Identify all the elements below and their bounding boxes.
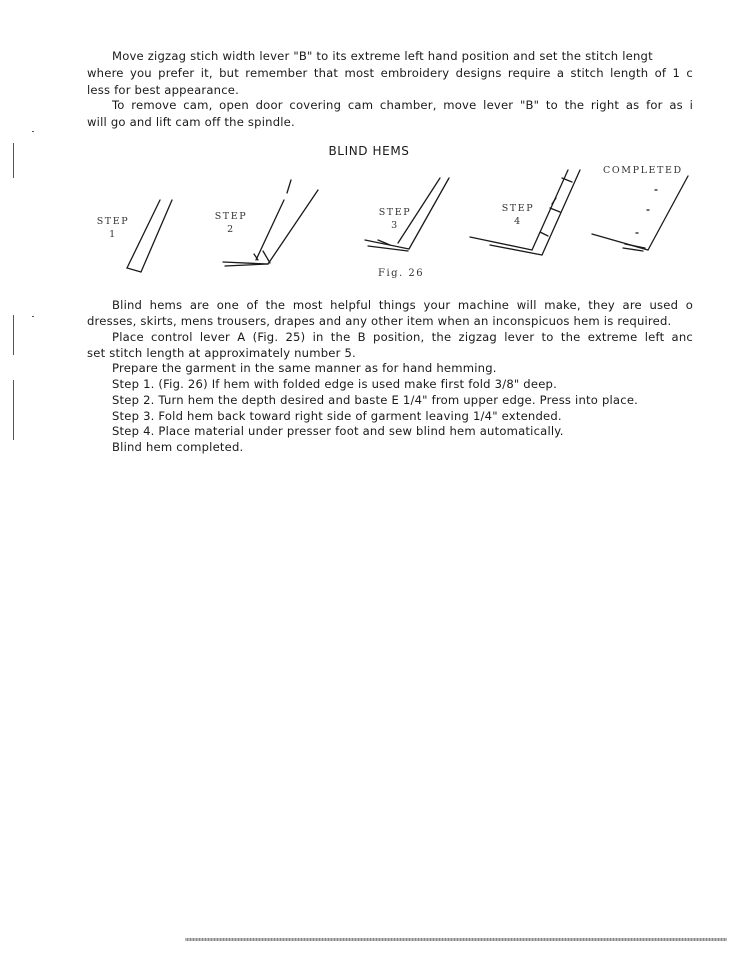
- paragraph-1-line-1: Move zigzag stich width lever "B" to its extreme left hand position and set the stitch lengt: [112, 49, 653, 63]
- left-margin-mark-3: [13, 380, 14, 440]
- paragraph-4-line-2: set stitch length at approximately number 5.: [87, 346, 356, 360]
- step-1-label: STEP 1: [96, 216, 130, 240]
- step-3-label: STEP 3: [378, 207, 412, 231]
- left-margin-mark-2: [13, 315, 14, 355]
- paragraph-2-line-1: To remove cam, open door covering cam chamber, move lever "B" to the right as for as i: [112, 98, 693, 112]
- figure-caption: Fig. 26: [378, 268, 425, 279]
- step-1-drawing: [127, 200, 172, 272]
- left-margin-mark-1: [13, 143, 14, 178]
- completed-label: COMPLETED: [603, 165, 683, 176]
- left-margin-dot-2: [32, 316, 34, 317]
- paragraph-4-line-1: Place control lever A (Fig. 25) in the B position, the zigzag lever to the extreme left anc: [112, 330, 693, 344]
- section-title-blind-hems: BLIND HEMS: [328, 144, 410, 158]
- step-1-text: Step 1. (Fig. 26) If hem with folded edge is used make first fold 3/8" deep.: [112, 377, 557, 391]
- bottom-scan-rule: [185, 938, 727, 941]
- paragraph-3-line-1: Blind hems are one of the most helpful things your machine will make, they are used o: [112, 298, 693, 312]
- step-4-text: Step 4. Place material under presser foot and sew blind hem automatically.: [112, 424, 564, 438]
- paragraph-3-line-2: dresses, skirts, mens trousers, drapes and any other item when an inconspicuos hem is required.: [87, 314, 672, 328]
- completed-drawing: [592, 176, 688, 251]
- figure-26-blind-hem-steps: [0, 160, 738, 285]
- step-3-text: Step 3. Fold hem back toward right side of garment leaving 1/4" extended.: [112, 409, 562, 423]
- prepare-garment-line: Prepare the garment in the same manner as for hand hemming.: [112, 361, 497, 375]
- blind-hem-completed-text: Blind hem completed.: [112, 440, 244, 454]
- paragraph-1-line-3: less for best appearance.: [87, 83, 239, 97]
- step-2-label: STEP 2: [214, 211, 248, 235]
- paragraph-1-line-2: where you prefer it, but remember that most embroidery designs require a stitch length of 1 c: [87, 66, 693, 80]
- left-margin-dot-1: [32, 131, 34, 132]
- step-2-text: Step 2. Turn hem the depth desired and baste E 1/4" from upper edge. Press into place.: [112, 393, 639, 407]
- step-4-label: STEP 4: [501, 203, 535, 227]
- paragraph-2-line-2: will go and lift cam off the spindle.: [87, 115, 295, 129]
